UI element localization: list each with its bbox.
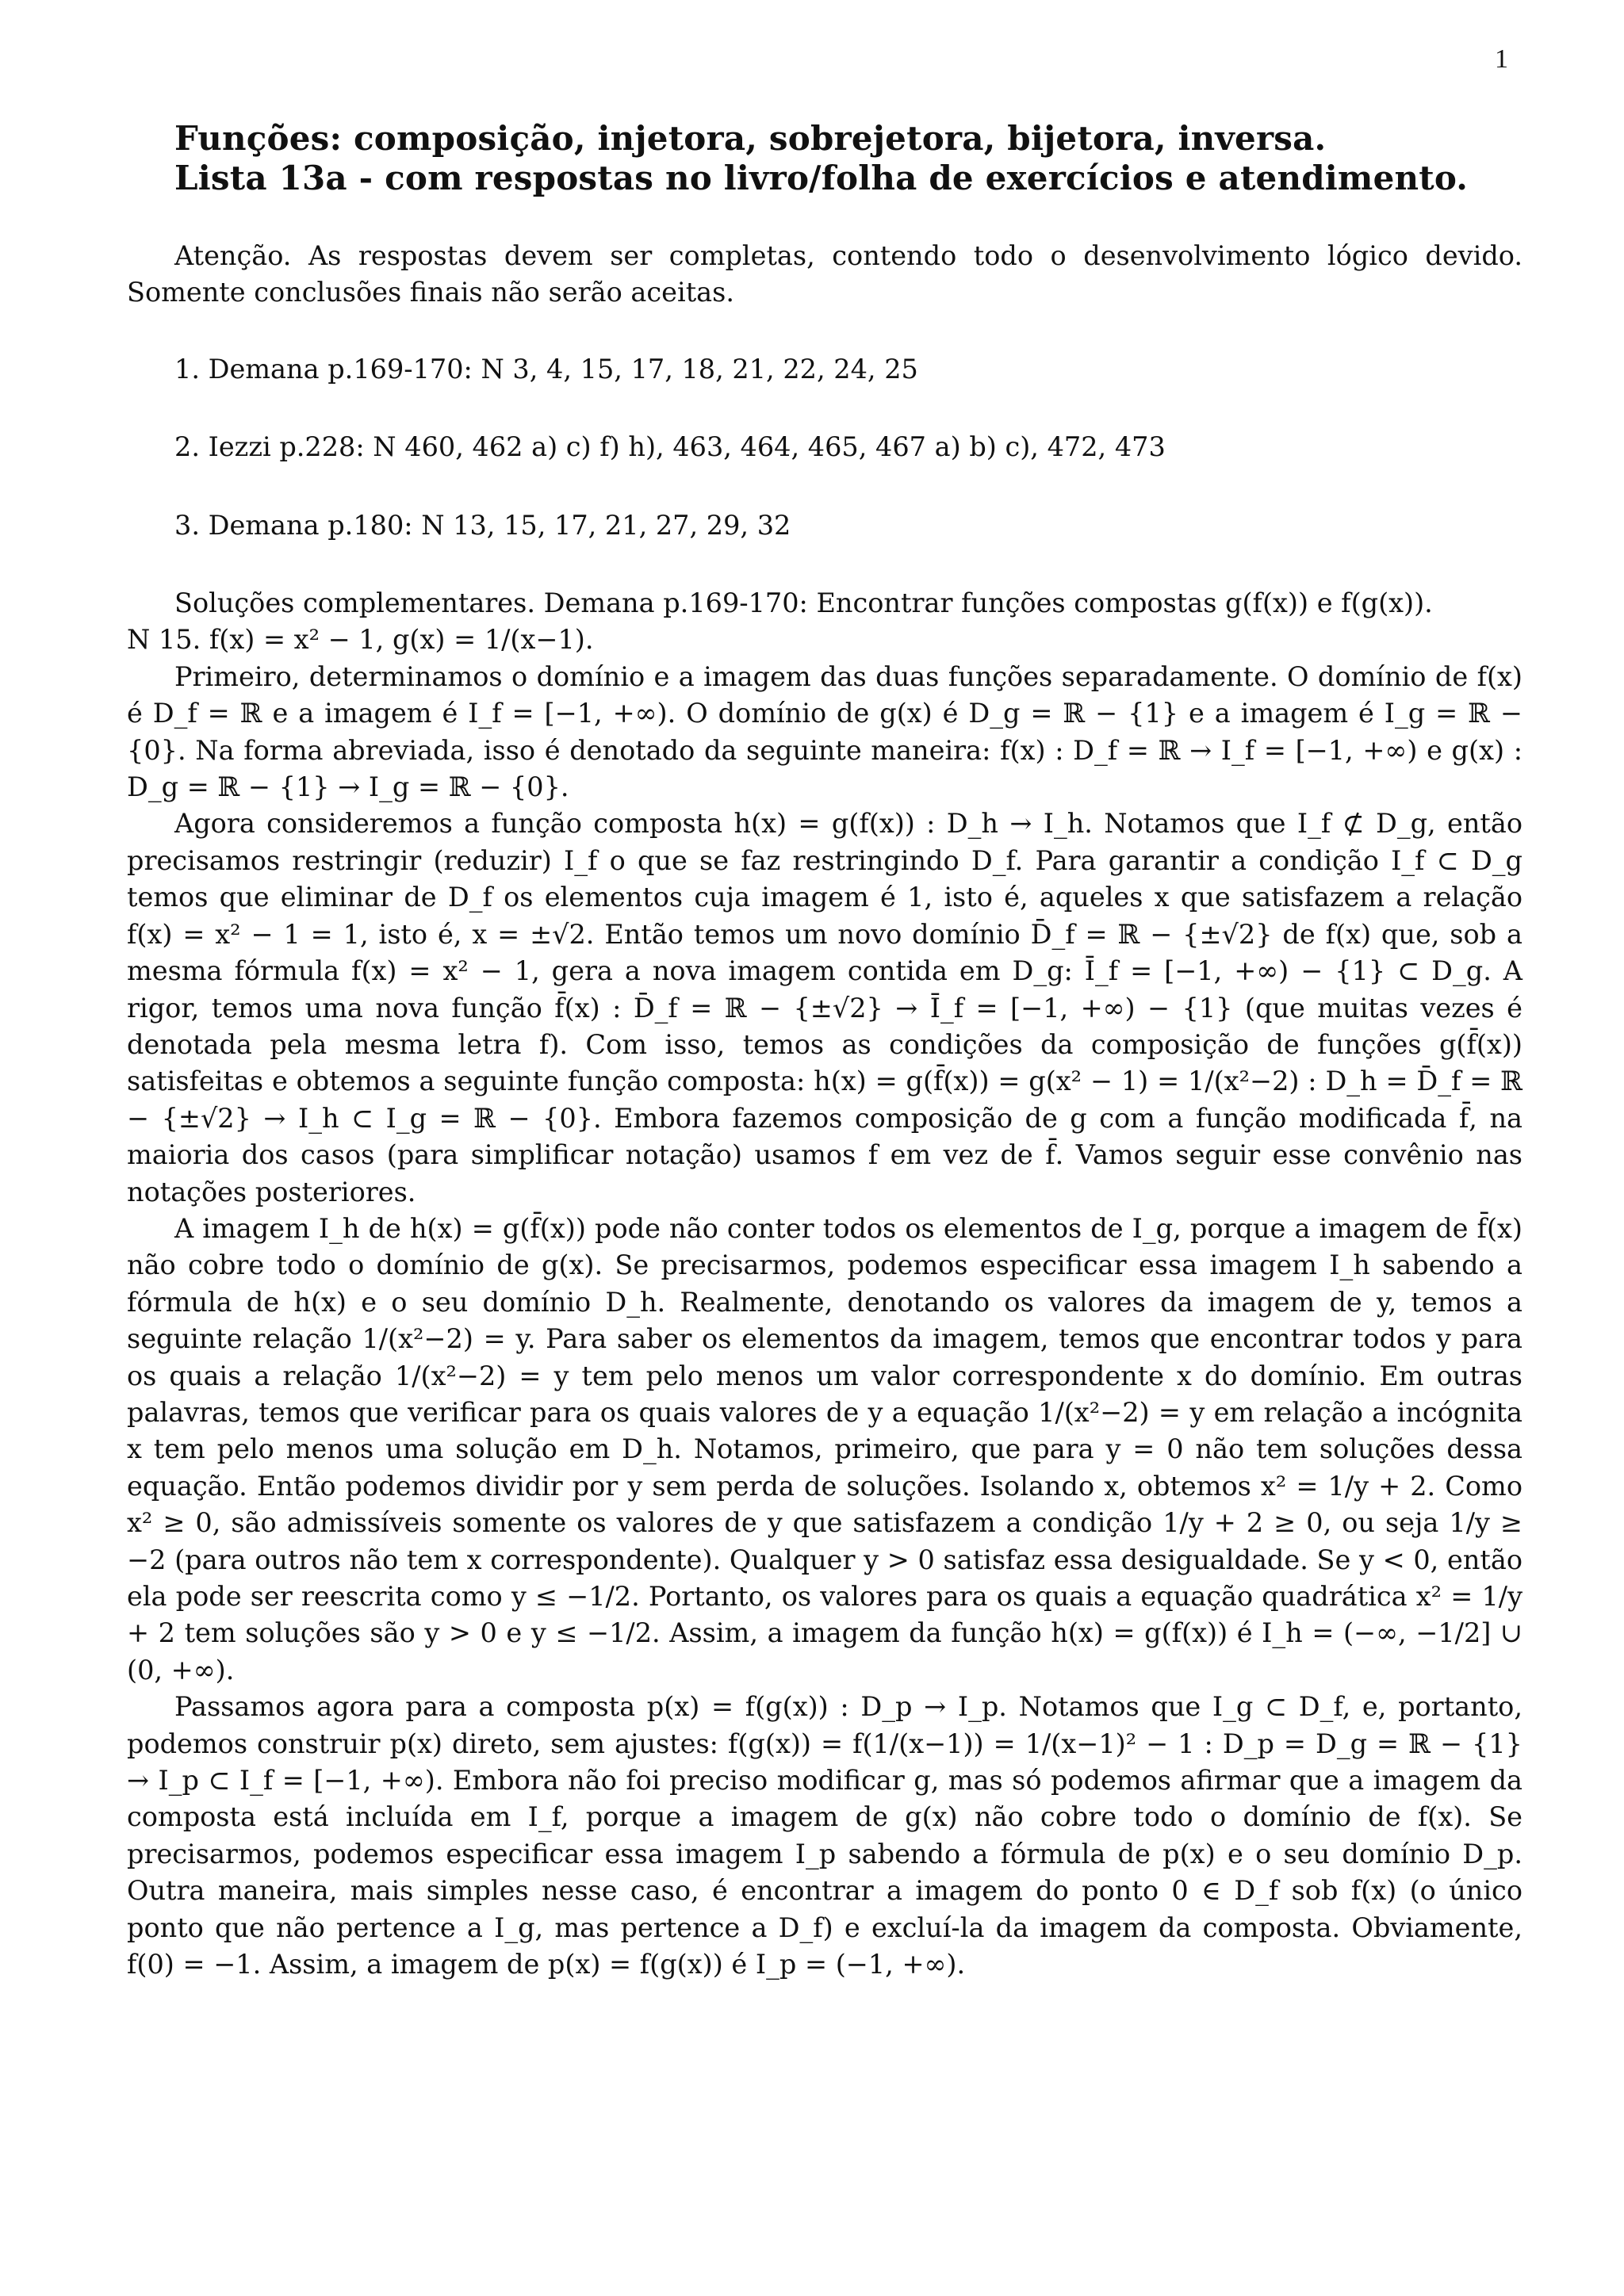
document-title <box>174 119 1522 198</box>
solutions-heading: Soluções complementares. Demana p.169-170: Encontrar funções compostas g(f(x)) e f(g(x)). <box>174 587 1433 619</box>
assignment-item-1: 1. Demana p.169-170: N 3, 4, 15, 17, 18, 21, 22, 24, 25 <box>174 353 918 385</box>
solution-paragraph-2: Agora consideremos a função composta h(x) = g(f(x)) : D_h → I_h. Notamos que I_f ⊄ D_g, então precisamos restringir (reduzir) I_f o que se faz restringindo D_f. Para garantir a condição I_f ⊂ D_g temos que eliminar de D_f os elementos cuja imagem é 1, isto é, aqueles x que satisfazem a relação f(x) = x² − 1 = 1, isto é, x = ±√2. Então temos um novo domínio D̄_f = ℝ − {±√2} de f(x) que, sob a mesma fórmula f(x) = x² − 1, gera a nova imagem contida em D_g: Ī_f = [−1, +∞) − {1} ⊂ D_g. A rigor, temos uma nova função f̄(x) : D̄_f = ℝ − {±√2} → Ī_f = [−1, +∞) − {1} (que muitas vezes é denotada pela mesma letra f). Com isso, temos as condições da composição de funções g(f̄(x)) satisfeitas e obtemos a seguinte função composta: h(x) = g(f̄(x)) = g(x² − 1) = 1/(x²−2) : D_h = D̄_f = ℝ − {±√2} → I_h ⊂ I_g = ℝ − {0}. Embora fazemos composição de g com a função modificada f̄, na maioria dos casos (para simplificar notação) usamos f em vez de f̄. Vamos seguir esse convênio nas notações posteriores. <box>127 808 1522 1207</box>
solution-paragraph-4: Passamos agora para a composta p(x) = f(g(x)) : D_p → I_p. Notamos que I_g ⊂ D_f, e, portanto, podemos construir p(x) direto, sem ajustes: f(g(x)) = f(1/(x−1)) = 1/(x−1)² − 1 : D_p = D_g = ℝ − {1} → I_p ⊂ I_f = [−1, +∞). Embora não foi preciso modificar g, mas só podemos afirmar que a imagem da composta está incluída em I_f, porque a imagem de g(x) não cobre todo o domínio de f(x). Se precisarmos, podemos especificar essa imagem I_p sabendo a fórmula de p(x) e o seu domínio D_p. Outra maneira, mais simples nesse caso, é encontrar a imagem do ponto 0 ∈ D_f sob f(x) (o único ponto que não pertence a I_g, mas pertence a D_f) e excluí-la da imagem da composta. Obviamente, f(0) = −1. Assim, a imagem de p(x) = f(g(x)) é I_p = (−1, +∞). <box>127 1691 1522 1980</box>
title-line-2: Lista 13a - com respostas no livro/folha de exercícios e atendimento. <box>174 159 1469 197</box>
assignment-item-3: 3. Demana p.180: N 13, 15, 17, 21, 27, 29, 32 <box>174 509 791 541</box>
solution-paragraph-1: Primeiro, determinamos o domínio e a imagem das duas funções separadamente. O domínio de f(x) é D_f = ℝ e a imagem é I_f = [−1, +∞). O domínio de g(x) é D_g = ℝ − {1} e a imagem é I_g = ℝ − {0}. Na forma abreviada, isso é denotado da seguinte maneira: f(x) : D_f = ℝ → I_f = [−1, +∞) e g(x) : D_g = ℝ − {1} → I_g = ℝ − {0}. <box>127 660 1522 803</box>
problem-statement: N 15. f(x) = x² − 1, g(x) = 1/(x−1). <box>127 624 594 656</box>
page-number: 1 <box>1495 44 1508 74</box>
assignment-item-2: 2. Iezzi p.228: N 460, 462 a) c) f) h), 463, 464, 465, 467 a) b) c), 472, 473 <box>174 431 1166 463</box>
solution-paragraph-3: A imagem I_h de h(x) = g(f̄(x)) pode não conter todos os elementos de I_g, porque a imagem de f̄(x) não cobre todo o domínio de g(x). Se precisarmos, podemos especificar essa imagem I_h sabendo a fórmula de h(x) e o seu domínio D_h. Realmente, denotando os valores da imagem de y, temos a seguinte relação 1/(x²−2) = y. Para saber os elementos da imagem, temos que encontrar todos y para os quais a relação 1/(x²−2) = y tem pelo menos um valor correspondente x do domínio. Em outras palavras, temos que verificar para os quais valores de y a equação 1/(x²−2) = y em relação a incógnita x tem pelo menos uma solução em D_h. Notamos, primeiro, que para y = 0 não tem soluções dessa equação. Então podemos dividir por y sem perda de soluções. Isolando x, obtemos x² = 1/y + 2. Como x² ≥ 0, são admissíveis somente os valores de y que satisfazem a condição 1/y + 2 ≥ 0, ou seja 1/y ≥ −2 (para outros não tem x correspondente). Qualquer y > 0 satisfaz essa desigualdade. Se y < 0, então ela pode ser reescrita como y ≤ −1/2. Portanto, os valores para os quais a equação quadrática x² = 1/y + 2 tem soluções são y > 0 e y ≤ −1/2. Assim, a imagem da função h(x) = g(f(x)) é I_h = (−∞, −1/2] ∪ (0, +∞). <box>127 1212 1522 1686</box>
attention-note: Atenção. As respostas devem ser completas, contendo todo o desenvolvimento lógico devido. Somente conclusões finais não serão aceitas. <box>127 240 1522 308</box>
document-body <box>127 119 1522 1983</box>
title-line-1: Funções: composição, injetora, sobrejetora, bijetora, inversa. <box>174 119 1327 158</box>
